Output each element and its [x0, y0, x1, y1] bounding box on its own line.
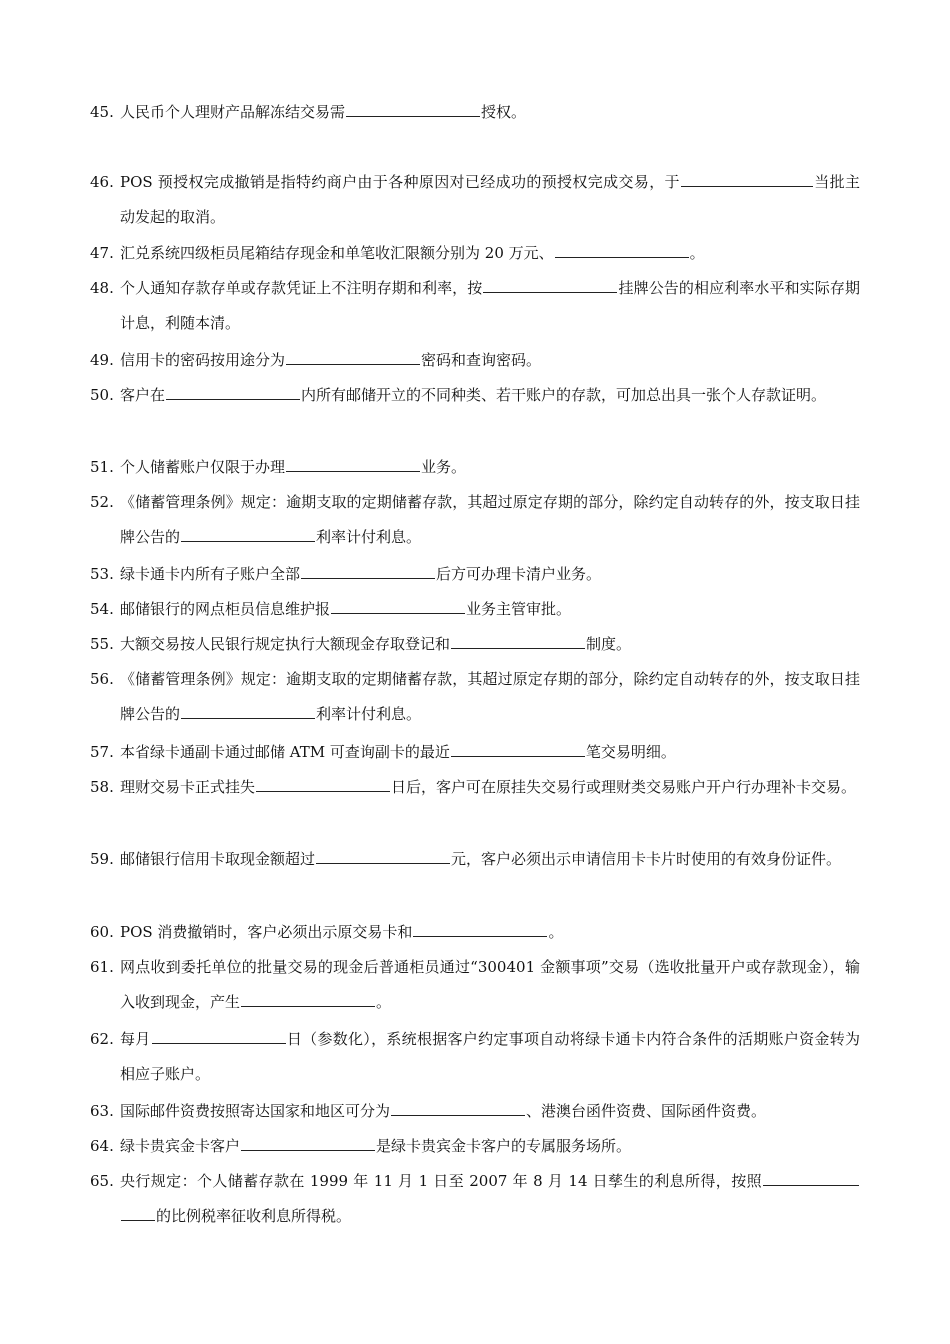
question-55 — [90, 627, 860, 662]
question-text-end: 日（参数化），系统根据客户约定事项自动将绿卡通卡内符合条件的活期账户资金转为相应子账户。 — [120, 1030, 860, 1083]
question-text-end: 业务主管审批。 — [466, 600, 572, 618]
question-number: 63. — [90, 1102, 114, 1120]
question-number: 61. — [90, 958, 114, 976]
question-text: 汇兑系统四级柜员尾箱结存现金和单笔收汇限额分别为 20 万元、 — [120, 244, 554, 262]
question-text: 个人通知存款存单或存款凭证上不注明存期和利率，按 — [120, 279, 483, 297]
question-text: 国际邮件资费按照寄达国家和地区可分为 — [120, 1102, 391, 1120]
question-59 — [90, 842, 860, 877]
question-text: 邮储银行的网点柜员信息维护报 — [120, 600, 331, 618]
question-text-end: 。 — [548, 923, 564, 941]
question-49 — [90, 343, 860, 378]
answer-blank[interactable] — [241, 992, 375, 1007]
question-57 — [90, 735, 860, 770]
answer-blank[interactable] — [166, 385, 300, 400]
answer-blank[interactable] — [681, 172, 813, 187]
question-text-end: 制度。 — [586, 635, 632, 653]
question-text: 网点收到委托单位的批量交易的现金后普通柜员通过“300401 金额事项”交易（选收批量开户或存款现金），输入收到现金，产生 — [120, 958, 860, 1011]
question-number: 50. — [90, 386, 114, 404]
question-text: 大额交易按人民银行规定执行大额现金存取登记和 — [120, 635, 451, 653]
question-text-end: 的比例税率征收利息所得税。 — [156, 1207, 352, 1225]
question-48 — [90, 271, 860, 341]
answer-blank[interactable] — [346, 102, 480, 117]
question-text-end: 内所有邮储开立的不同种类、若干账户的存款，可加总出具一张个人存款证明。 — [301, 386, 827, 404]
question-45 — [90, 95, 860, 130]
question-text-end: 利率计付利息。 — [316, 528, 422, 546]
question-number: 57. — [90, 743, 114, 761]
answer-blank[interactable] — [301, 564, 435, 579]
question-text-end: 挂牌公告的相应利率水平和实际存期计息，利随本清。 — [120, 279, 860, 332]
question-text-end: 业务。 — [421, 458, 467, 476]
question-number: 64. — [90, 1137, 114, 1155]
question-number: 49. — [90, 351, 114, 369]
question-number: 60. — [90, 923, 114, 941]
question-64 — [90, 1129, 860, 1164]
question-number: 55. — [90, 635, 114, 653]
answer-blank[interactable] — [763, 1171, 859, 1186]
question-text-end: 。 — [376, 993, 392, 1011]
question-number: 53. — [90, 565, 114, 583]
question-text-end: 利率计付利息。 — [316, 705, 422, 723]
question-text-end: 当批主动发起的取消。 — [120, 173, 860, 226]
question-51 — [90, 450, 860, 485]
answer-blank[interactable] — [256, 777, 390, 792]
answer-blank[interactable] — [413, 922, 547, 937]
question-number: 54. — [90, 600, 114, 618]
answer-blank[interactable] — [181, 527, 315, 542]
question-61 — [90, 950, 860, 1020]
answer-blank[interactable] — [152, 1029, 286, 1044]
question-text-end: 。 — [689, 244, 705, 262]
question-62 — [90, 1022, 860, 1092]
question-50 — [90, 378, 860, 413]
question-text: 个人储蓄账户仅限于办理 — [120, 458, 286, 476]
answer-blank[interactable] — [181, 704, 315, 719]
question-text: 理财交易卡正式挂失 — [120, 778, 256, 796]
question-text-end: 日后，客户可在原挂失交易行或理财类交易账户开户行办理补卡交易。 — [391, 778, 857, 796]
question-text: 绿卡通卡内所有子账户全部 — [120, 565, 301, 583]
question-text: 人民币个人理财产品解冻结交易需 — [120, 103, 346, 121]
question-65 — [90, 1164, 860, 1234]
question-52 — [90, 485, 860, 555]
question-text: 《储蓄管理条例》规定：逾期支取的定期储蓄存款，其超过原定存期的部分，除约定自动转存的外，按支取日挂牌公告的 — [120, 670, 860, 723]
question-number: 45. — [90, 103, 114, 121]
question-58 — [90, 770, 860, 805]
question-text-end: 密码和查询密码。 — [421, 351, 542, 369]
question-63 — [90, 1094, 860, 1129]
question-56 — [90, 662, 860, 732]
question-number: 51. — [90, 458, 114, 476]
question-text: 每月 — [120, 1030, 151, 1048]
answer-blank[interactable] — [286, 457, 420, 472]
question-text: 信用卡的密码按用途分为 — [120, 351, 286, 369]
question-47 — [90, 236, 860, 271]
question-53 — [90, 557, 860, 592]
question-text: 邮储银行信用卡取现金额超过 — [120, 850, 316, 868]
question-number: 62. — [90, 1030, 114, 1048]
question-number: 58. — [90, 778, 114, 796]
question-number: 59. — [90, 850, 114, 868]
answer-blank[interactable] — [483, 278, 617, 293]
question-number: 52. — [90, 493, 114, 511]
question-text: POS 预授权完成撤销是指特约商户由于各种原因对已经成功的预授权完成交易，于 — [120, 173, 680, 191]
answer-blank[interactable] — [316, 849, 450, 864]
question-text-end: 后方可办理卡清户业务。 — [436, 565, 602, 583]
question-number: 56. — [90, 670, 114, 688]
question-text: 绿卡贵宾金卡客户 — [120, 1137, 241, 1155]
answer-blank[interactable] — [331, 599, 465, 614]
question-54 — [90, 592, 860, 627]
question-text: 本省绿卡通副卡通过邮储 ATM 可查询副卡的最近 — [120, 743, 450, 761]
question-text: 《储蓄管理条例》规定：逾期支取的定期储蓄存款，其超过原定存期的部分，除约定自动转存的外，按支取日挂牌公告的 — [120, 493, 860, 546]
question-text-end: 元，客户必须出示申请信用卡卡片时使用的有效身份证件。 — [451, 850, 842, 868]
question-number: 47. — [90, 244, 114, 262]
question-60 — [90, 915, 860, 950]
answer-blank[interactable] — [555, 243, 689, 258]
question-text-end: 是绿卡贵宾金卡客户的专属服务场所。 — [376, 1137, 632, 1155]
question-text-end: 授权。 — [481, 103, 527, 121]
question-text-end: 笔交易明细。 — [585, 743, 676, 761]
answer-blank-continued[interactable] — [121, 1206, 155, 1221]
question-number: 46. — [90, 173, 114, 191]
question-text: 客户在 — [120, 386, 166, 404]
question-text-end: 、港澳台函件资费、国际函件资费。 — [526, 1102, 767, 1120]
question-text: POS 消费撤销时，客户必须出示原交易卡和 — [120, 923, 413, 941]
answer-blank[interactable] — [391, 1101, 525, 1116]
question-text: 央行规定：个人储蓄存款在 1999 年 11 月 1 日至 2007 年 8 月 14 日孳生的利息所得，按照 — [120, 1172, 762, 1190]
question-number: 48. — [90, 279, 114, 297]
answer-blank[interactable] — [451, 742, 585, 757]
question-number: 65. — [90, 1172, 114, 1190]
answer-blank[interactable] — [286, 350, 420, 365]
question-46 — [90, 165, 860, 235]
answer-blank[interactable] — [241, 1136, 375, 1151]
answer-blank[interactable] — [451, 634, 585, 649]
